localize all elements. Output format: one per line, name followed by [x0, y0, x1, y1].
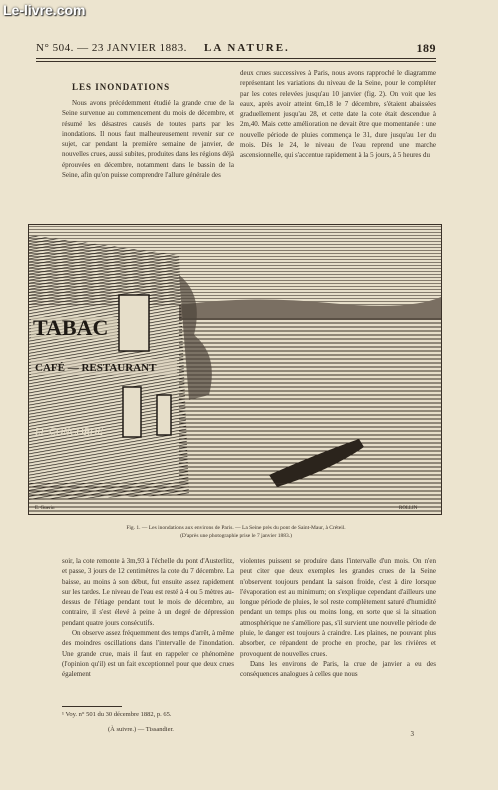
- column-left-bottom: [62, 556, 234, 696]
- sign-tabac: TABAC: [33, 315, 109, 340]
- column-right-bottom: [240, 556, 436, 726]
- header-rule: [36, 58, 436, 59]
- flood-illustration: [29, 225, 441, 514]
- paragraph: Nous avons précédemment étudié la grande crue de la Seine survenue au commencement du mois de décembre, et résumé les désastres causés de toutes parts par les inondations. Il nous faut malheureusement revenir sur ce sujet, car pendant la première semaine de janvier, de nouvelles crues, aussi subites, produites dans les régions déjà éprouvées en décembre, notamment dans le bassin de la Seine, afin qu'on puisse comprendre l'allure générale des: [62, 99, 234, 180]
- author-signature: (À suivre.) — Tissandier.: [108, 726, 174, 733]
- column-right-top: [240, 68, 436, 208]
- paragraph: deux crues successives à Paris, nous avons rapproché le diagramme représentant les variations du niveau de la Seine, pour le compléter par les cotes relevées jusqu'au 10 janvier (fig. 2). On voit que les eaux, après avoir atteint 6m,18 le 7 décembre, s'étaient abaissées graduellement jusqu'au 28, et cette date la cote était descendue à 2m,40. Mais cette amélioration ne devait être que momentanée : une nouvelle période de pluies commença le 31, dure jusqu'au 1er du mois. Dès le 24, le niveau de l'eau reprend une marche ascensionnelle, qui s'accentue rapidement à la 5 jours, à 5 heures du: [240, 69, 436, 160]
- sign-cafe: CAFÉ — RESTAURANT: [35, 362, 157, 374]
- figure-caption: [66, 524, 406, 540]
- artist-signature: ROLLIN: [399, 506, 418, 511]
- footnote-text: ¹ Voy. n° 501 du 30 décembre 1882, p. 65.: [62, 711, 172, 718]
- paragraph: On observe assez fréquemment des temps d'arrêt, à même des moindres oscillations dans l'intervalle de l'inondation. Une grande crue, mais il faut en rappeler ce phénomène (l'opinion qu'il) est un fait exceptionnel pour que deux crues également: [62, 629, 234, 679]
- door: [123, 387, 141, 437]
- caption-line-1: Fig. 1. — Les inondations aux environs de Paris. — La Seine près du pont de Saint-Maur, à Créteil.: [126, 525, 346, 531]
- paragraph: soir, la cote remonte à 3m,93 à l'échelle du pont d'Austerlitz, et passe, 3 jours de 12 centimètres la cote du 7 décembre. La baisse, au moins à son début, fut ensuite assez rapidement sur les tardes. Le niveau de l'eau est resté à 4 ou 5 mètres au-dessus de l'étiage pendant tout le mois de décembre, au contraire, il s'est élevé à peine à un degré de dépression pendant quatre jours consécutifs.: [62, 557, 234, 627]
- paragraph: Dans les environs de Paris, la crue de janvier a eu des conséquences analogues à celles que nous: [240, 659, 436, 679]
- caption-line-2: (D'après une photographie prise le 7 janvier 1883.): [180, 533, 292, 539]
- window: [157, 395, 171, 435]
- page-header: [36, 42, 436, 56]
- header-rule-double: [36, 61, 436, 62]
- sign-lower: LE CONCORDE: [35, 427, 104, 438]
- site-watermark: Le-livre.com: [3, 2, 86, 18]
- paragraph: violentes puissent se produire dans l'intervalle d'un mois. On n'en peut citer que deux exemples les grandes crues de la Seine n'observent toujours pendant la saison froide, c'est à dire lorsque l'évaporation est au minimum; on s'explique cependant d'ailleurs une longue période de pluies, le sol reste complètement saturé d'humidité pendant un temps plus ou moins long, en sorte que si la situation atmosphérique ne s'améliore pas, s'il survient une nouvelle période de pluie, le danger est toujours à craindre. Les plaines, ne pouvant plus absorber, ce répandent de proche en proche, par les rivières et provoquent de nouvelles crues.: [240, 557, 436, 658]
- column-left-top: [62, 98, 234, 208]
- window: [119, 295, 149, 351]
- footnote: [62, 706, 242, 719]
- footnote-rule: [62, 706, 122, 707]
- engraver-signature: E. Guerin: [35, 506, 55, 511]
- article-title: LES INONDATIONS: [72, 82, 171, 92]
- page-number: 189: [416, 41, 436, 55]
- engraving-figure: [28, 224, 442, 515]
- foreground-water: [29, 483, 441, 514]
- issue-date: N° 504. — 23 JANVIER 1883.: [36, 42, 187, 54]
- page-mark: 3: [410, 730, 414, 738]
- journal-name: LA NATURE.: [204, 42, 290, 54]
